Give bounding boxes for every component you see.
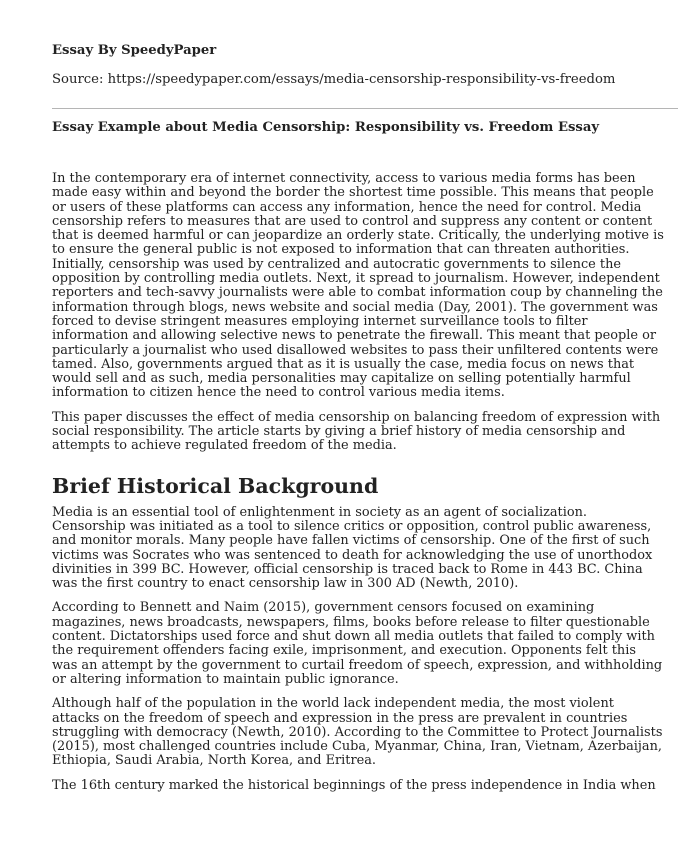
- essay-body: [52, 172, 664, 803]
- intro-paragraph: This paper discusses the effect of media censorship on balancing freedom of expression with social responsibility. The article starts by giving a brief history of media censorship and attempts to achieve regulated freedom of the media.: [52, 409, 661, 454]
- header-divider: [52, 108, 678, 109]
- body-paragraph: According to Bennett and Naim (2015), government censors focused on examining magazines, news broadcasts, newspapers, films, books before release to filter questionable content. Dictatorships used force and shut down all media outlets that failed to comply with the requirement offenders facing exile, imprisonment, and execution. Opponents felt this was an attempt by the government to curtail freedom of speech, expression, and withholding or altering information to maintain public ignorance.: [52, 600, 663, 687]
- document-source-line: Source: https://speedypaper.com/essays/media-censorship-responsibility-vs-freedom: [52, 72, 616, 87]
- body-paragraph: Although half of the population in the world lack independent media, the most violent attacks on the freedom of speech and expression in the press are prevalent in countries struggling with democracy (Newth, 2010). According to the Committee to Protect Journalists (2015), most challenged countries include Cuba, Myanmar, China, Iran, Vietnam, Azerbaijan, Ethiopia, Saudi Arabia, North Korea, and Eritrea.: [52, 696, 663, 769]
- essay-title: Essay Example about Media Censorship: Responsibility vs. Freedom Essay: [52, 120, 600, 135]
- intro-paragraph: In the contemporary era of internet connectivity, access to various media forms has been made easy within and beyond the border the shortest time possible. This means that people or users of these platforms can access any information, hence the need for control. Media censorship refers to measures that are used to control and suppress any content or content that is deemed harmful or can jeopardize an orderly state. Critically, the underlying motive is to ensure the general public is not exposed to information that can threaten authorities. Initially, censorship was used by centralized and autocratic governments to silence the opposition by controlling media outlets. Next, it spread to journalism. However, independent reporters and tech-savvy journalists were able to combat information coup by channeling the information through blogs, news website and social media (Day, 2001). The government was forced to devise stringent measures employing internet surveillance tools to filter information and allowing selective news to penetrate the firewall. This meant that people or particularly a journalist who used disallowed websites to pass their unfiltered contents were tamed. Also, governments argued that as it is usually the case, media focus on news that would sell and as such, media personalities may capitalize on selling potentially harmful information to citizen hence the need to control various media items.: [52, 171, 664, 401]
- body-paragraph: Media is an essential tool of enlightenment in society as an agent of socialization. Censorship was initiated as a tool to silence critics or opposition, control public awareness, and monitor morals. Many people have fallen victims of censorship. One of the first of such victims was Socrates who was sentenced to death for acknowledging the use of unorthodox divinities in 399 BC. However, official censorship is traced back to Rome in 443 BC. China was the first country to enact censorship law in 300 AD (Newth, 2010).: [52, 504, 653, 592]
- body-paragraph: The 16th century marked the historical beginnings of the press independence in India when: [52, 777, 656, 793]
- section-heading: Brief Historical Background: [52, 473, 379, 498]
- document-header-title: Essay By SpeedyPaper: [52, 43, 217, 58]
